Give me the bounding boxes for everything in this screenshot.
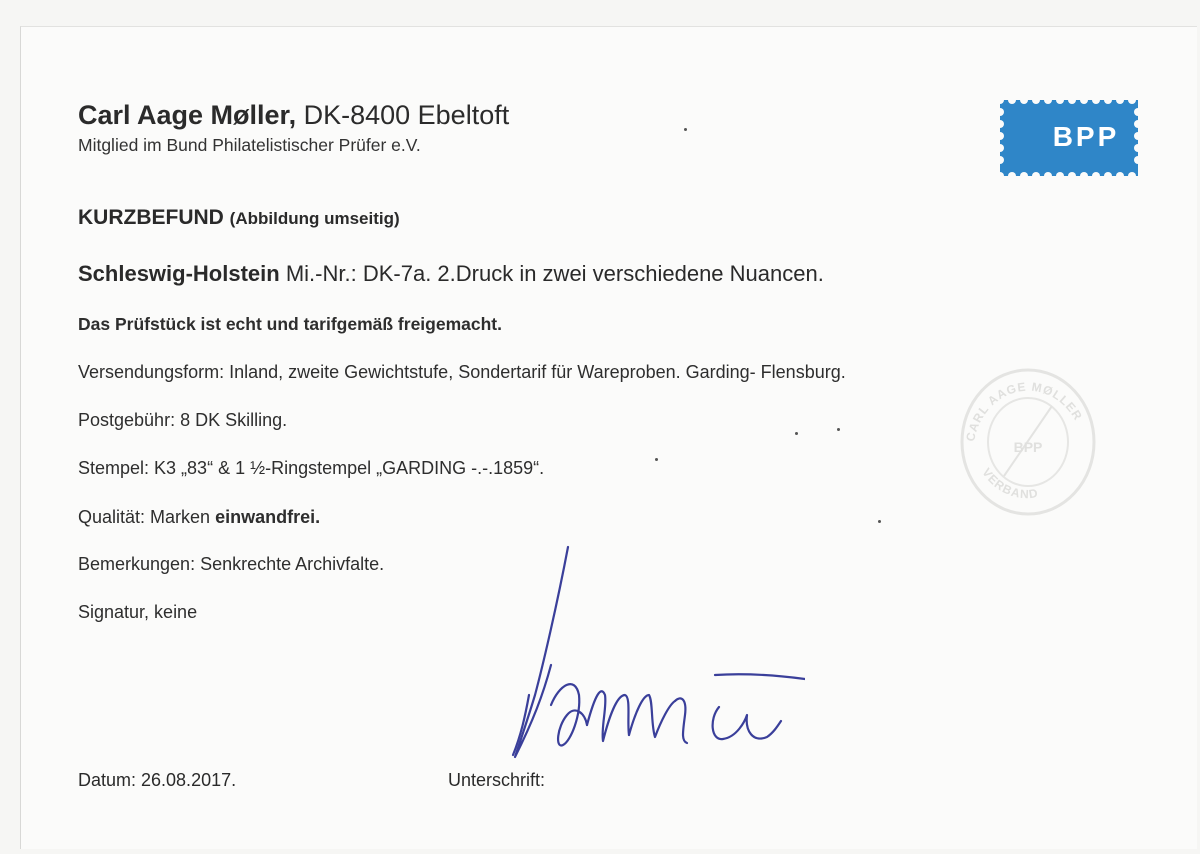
quality-label: Qualität: Marken bbox=[78, 507, 211, 527]
subject-catalog: Mi.-Nr.: DK-7a. 2.Druck in zwei verschiedene Nuancen. bbox=[285, 261, 824, 286]
signature-note-line: Signatur, keine bbox=[78, 602, 198, 622]
title-note: (Abbildung umseitig) bbox=[229, 209, 400, 228]
paper-speck bbox=[878, 520, 881, 523]
cancel-line: Stempel: K3 „83“ & 1 ½-Ringstempel „GARDING -.-.1859“. bbox=[78, 458, 545, 478]
subject-line bbox=[78, 261, 824, 287]
shipping-line: Versendungsform: Inland, zweite Gewichtstufe, Sondertarif für Wareproben. Garding- Flensburg. bbox=[78, 362, 846, 382]
certificate-date: Datum: 26.08.2017. bbox=[78, 770, 237, 790]
subject-region: Schleswig-Holstein bbox=[78, 261, 280, 286]
paper-speck bbox=[655, 458, 658, 461]
bpp-logo bbox=[996, 96, 1142, 180]
membership-line: Mitglied im Bund Philatelistischer Prüfer e.V. bbox=[78, 135, 421, 155]
examiner-location: DK-8400 Ebeltoft bbox=[303, 100, 510, 130]
title-text: KURZBEFUND bbox=[78, 206, 224, 229]
quality-line bbox=[78, 507, 320, 528]
postage-line: Postgebühr: 8 DK Skilling. bbox=[78, 410, 288, 430]
verdict-line: Das Prüfstück ist echt und tarifgemäß freigemacht. bbox=[78, 314, 502, 334]
paper-speck bbox=[795, 432, 798, 435]
document-title bbox=[78, 206, 400, 230]
paper-speck bbox=[837, 428, 840, 431]
remarks-line: Bemerkungen: Senkrechte Archivfalte. bbox=[78, 554, 385, 574]
embossed-seal bbox=[952, 360, 1102, 520]
examiner-name: Carl Aage Møller, bbox=[78, 100, 297, 130]
bpp-logo-text: BPP bbox=[1052, 121, 1120, 152]
seal-center-text: BPP bbox=[1013, 439, 1043, 455]
signature-label: Unterschrift: bbox=[448, 770, 546, 790]
svg-text:VERBAND bbox=[979, 465, 1039, 501]
quality-value: einwandfrei. bbox=[215, 507, 321, 527]
handwritten-signature bbox=[505, 545, 805, 770]
examiner-header bbox=[78, 100, 509, 131]
paper-speck bbox=[684, 128, 687, 131]
seal-top-text: CARL AAGE MØLLER bbox=[963, 379, 1086, 443]
seal-bottom-text: VERBAND bbox=[979, 465, 1040, 502]
